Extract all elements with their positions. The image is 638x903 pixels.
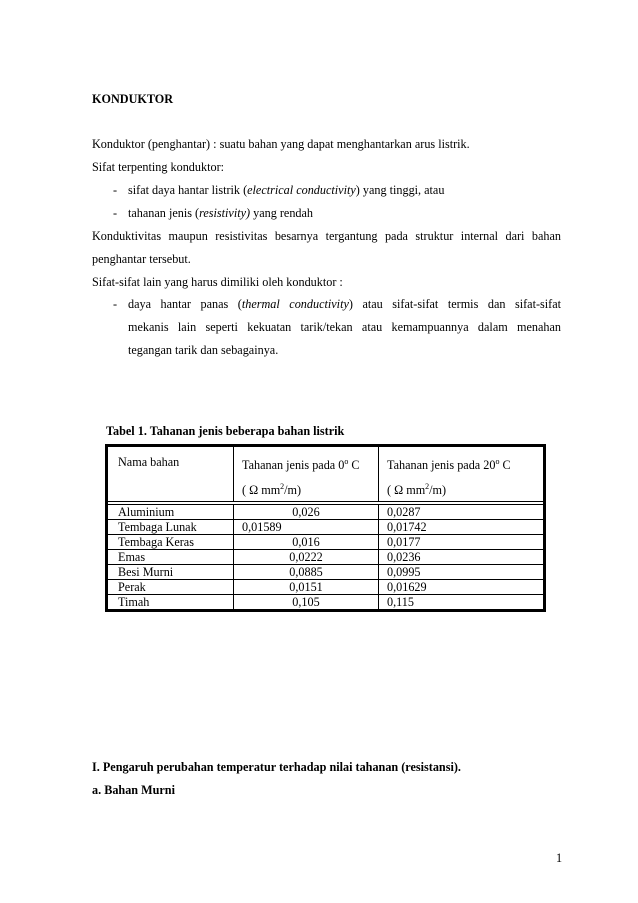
- header-unit: /m): [429, 483, 447, 498]
- bullet-conductivity: [128, 183, 444, 198]
- paragraph-properties-intro: Sifat terpenting konduktor:: [92, 160, 225, 174]
- table-row: [107, 535, 545, 550]
- bullet-dash: -: [113, 297, 118, 311]
- bullet-resistivity: [128, 206, 313, 221]
- bullet-text: tahanan jenis (: [128, 206, 200, 220]
- cell-material: Emas: [107, 550, 234, 565]
- table-row: [107, 505, 545, 520]
- subsection-heading: a. Bahan Murni: [92, 783, 175, 797]
- bullet-text: daya hantar panas (: [128, 297, 242, 311]
- bullet-italic-term: resistivity): [199, 206, 251, 220]
- page-title: KONDUKTOR: [92, 92, 174, 106]
- table-row: [107, 565, 545, 580]
- header-unit: ( Ω mm: [387, 483, 426, 498]
- cell-resistivity-20c: 0,0287: [379, 505, 545, 520]
- cell-resistivity-0c: 0,026: [234, 505, 379, 520]
- cell-material: Tembaga Lunak: [107, 520, 234, 535]
- table-row: [107, 580, 545, 595]
- bullet-dash: -: [113, 183, 118, 197]
- header-text: C: [348, 458, 360, 473]
- header-unit: ( Ω mm: [242, 483, 281, 498]
- cell-material: Perak: [107, 580, 234, 595]
- cell-resistivity-0c: 0,01589: [234, 520, 379, 535]
- header-resistivity-0c: [234, 446, 379, 502]
- cell-resistivity-20c: 0,0236: [379, 550, 545, 565]
- bullet-thermal-line3: tegangan tarik dan sebagainya.: [128, 343, 279, 357]
- header-text: Tahanan jenis pada 0: [242, 458, 345, 473]
- unit-sup: 2: [425, 482, 430, 492]
- header-resistivity-20c: [379, 446, 545, 502]
- bullet-italic-term: electrical conductivity: [247, 183, 356, 197]
- cell-material: Timah: [107, 595, 234, 611]
- cell-resistivity-20c: 0,01629: [379, 580, 545, 595]
- bullet-text: ) yang tinggi, atau: [355, 183, 445, 197]
- cell-material: Besi Murni: [107, 565, 234, 580]
- table-header-row: [107, 446, 545, 502]
- cell-resistivity-0c: 0,0151: [234, 580, 379, 595]
- bullet-thermal-line2: mekanis lain seperti kekuatan tarik/tekan atau kemampuannya dalam menahan: [128, 320, 561, 334]
- paragraph-structure-line2: penghantar tersebut.: [92, 252, 191, 266]
- header-material-label: Nama bahan: [118, 455, 180, 469]
- cell-resistivity-20c: 0,115: [379, 595, 545, 611]
- table-row: [107, 520, 545, 535]
- section-heading: I. Pengaruh perubahan temperatur terhadap nilai tahanan (resistansi).: [92, 760, 461, 774]
- header-unit: /m): [284, 483, 302, 498]
- header-text: C: [499, 458, 511, 473]
- bullet-italic-term: thermal conductivity: [241, 297, 349, 311]
- bullet-text: sifat daya hantar listrik (: [128, 183, 248, 197]
- cell-resistivity-0c: 0,0885: [234, 565, 379, 580]
- header-text: Tahanan jenis pada 20: [387, 458, 496, 473]
- paragraph-structure-line1: Konduktivitas maupun resistivitas besarnya tergantung pada struktur internal dari bahan: [92, 229, 561, 243]
- bullet-text: ) atau sifat-sifat termis dan sifat-sifat: [348, 297, 561, 311]
- table-row: [107, 550, 545, 565]
- cell-resistivity-0c: 0,0222: [234, 550, 379, 565]
- bullet-thermal-line1: [128, 297, 561, 312]
- cell-resistivity-20c: 0,0995: [379, 565, 545, 580]
- paragraph-other-properties: Sifat-sifat lain yang harus dimiliki oleh konduktor :: [92, 275, 343, 289]
- cell-resistivity-0c: 0,016: [234, 535, 379, 550]
- bullet-dash: -: [113, 206, 118, 220]
- cell-resistivity-20c: 0,01742: [379, 520, 545, 535]
- cell-resistivity-20c: 0,0177: [379, 535, 545, 550]
- cell-resistivity-0c: 0,105: [234, 595, 379, 611]
- page-number: 1: [556, 851, 563, 865]
- cell-material: Aluminium: [107, 505, 234, 520]
- cell-material: Tembaga Keras: [107, 535, 234, 550]
- paragraph-definition: Konduktor (penghantar) : suatu bahan yang dapat menghantarkan arus listrik.: [92, 137, 470, 151]
- table-row: [107, 595, 545, 611]
- table-caption: Tabel 1. Tahanan jenis beberapa bahan listrik: [106, 424, 345, 438]
- degree-sup: o: [495, 457, 500, 466]
- bullet-text: yang rendah: [250, 206, 314, 220]
- degree-sup: o: [344, 457, 349, 466]
- header-material: [107, 446, 234, 502]
- unit-sup: 2: [280, 482, 285, 492]
- resistivity-table: [105, 444, 546, 612]
